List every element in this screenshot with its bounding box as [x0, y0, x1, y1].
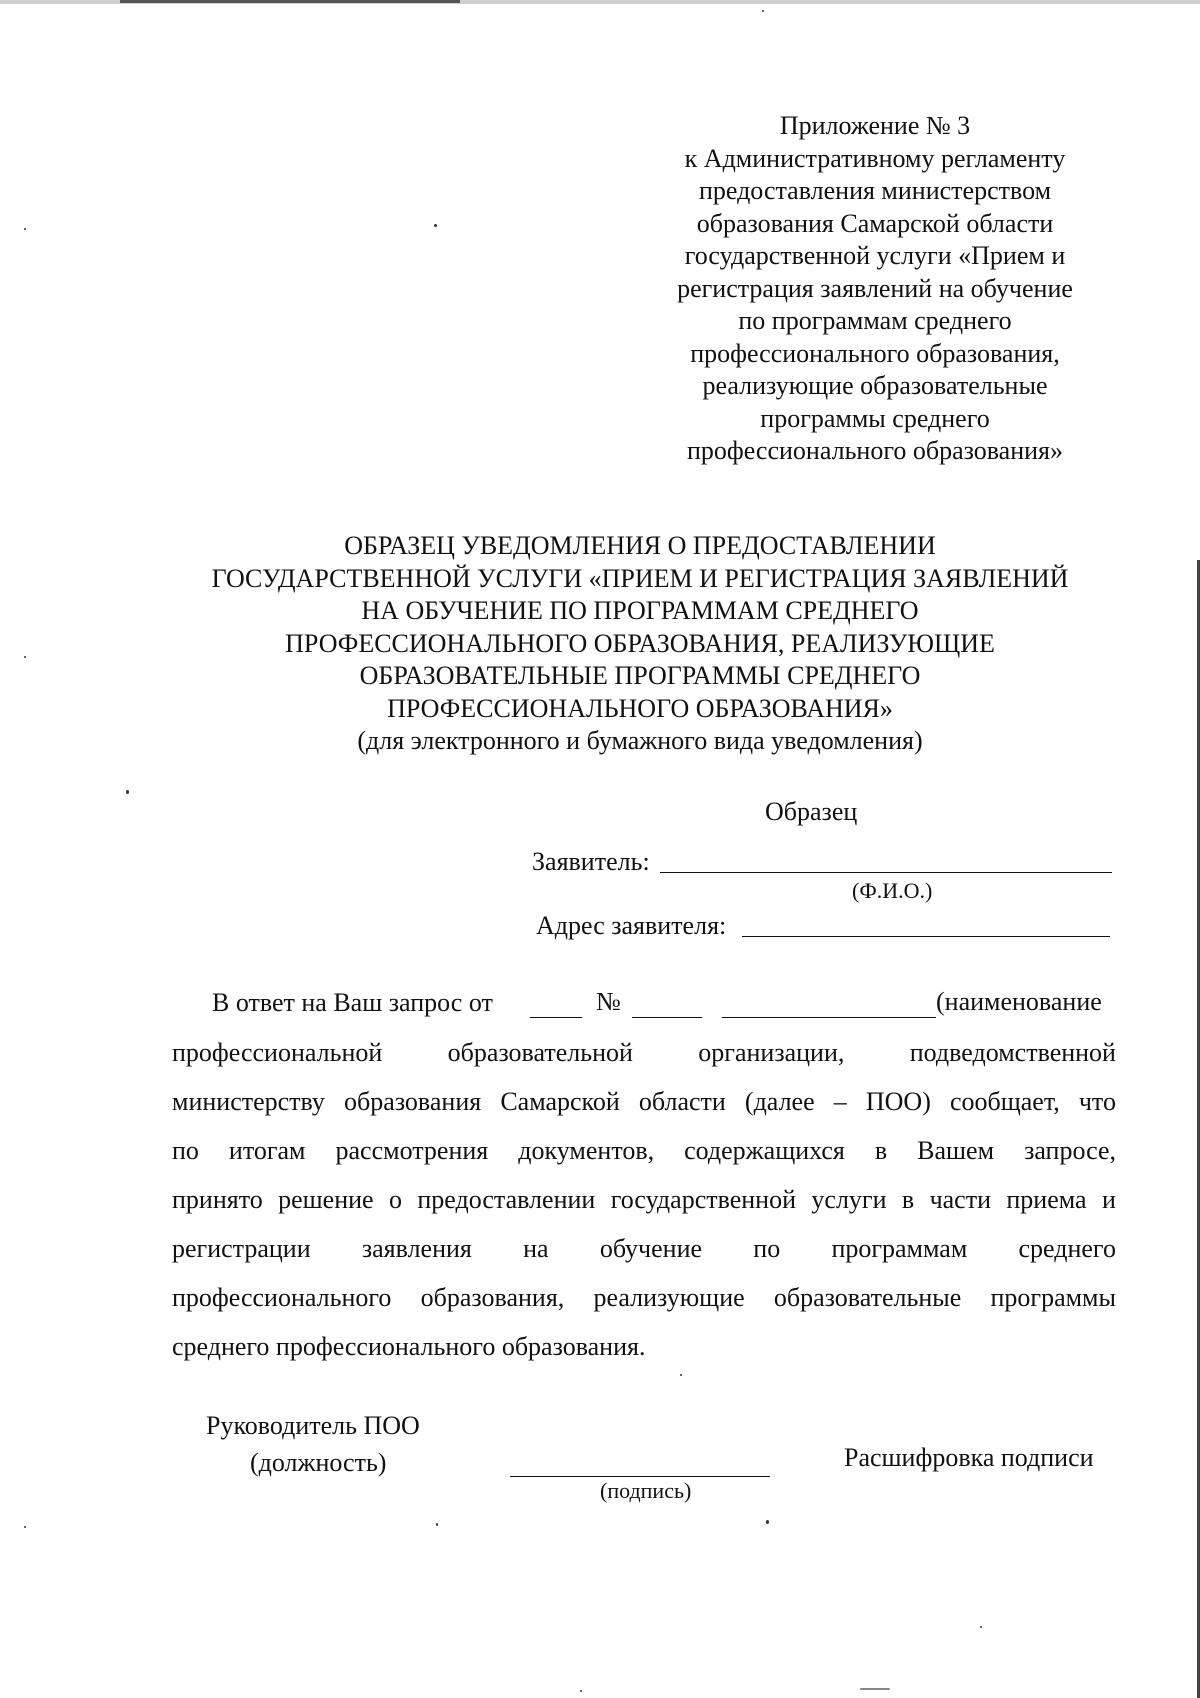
body-request-suffix: (наименование — [936, 987, 1102, 1016]
word: части — [929, 1185, 991, 1214]
document-title — [130, 530, 1150, 758]
word: принято — [172, 1185, 263, 1214]
body-line — [172, 1126, 1116, 1175]
word: итогам — [228, 1136, 306, 1165]
signature-caption: (подпись) — [600, 1478, 692, 1503]
organization-name-field[interactable] — [722, 1017, 936, 1018]
word: в — [874, 1136, 888, 1165]
word: среднего — [1018, 1234, 1116, 1263]
scan-speck — [126, 790, 129, 794]
title-line: ОБРАЗЕЦ УВЕДОМЛЕНИЯ О ПРЕДОСТАВЛЕНИИ — [344, 531, 936, 560]
scan-speck — [434, 224, 437, 227]
word: регистрации — [172, 1234, 311, 1263]
appendix-line: предоставления министерством — [698, 176, 1052, 205]
head-label: Руководитель ПОО — [206, 1411, 420, 1440]
word: образовательной — [447, 1038, 633, 1067]
word: образования, — [420, 1283, 565, 1312]
appendix-line: программы среднего — [760, 403, 990, 433]
word: реализующие — [593, 1283, 745, 1312]
appendix-line: реализующие образовательные — [702, 371, 1048, 400]
word: и — [1101, 1185, 1116, 1214]
title-line: ОБРАЗОВАТЕЛЬНЫЕ ПРОГРАММЫ СРЕДНЕГО — [359, 661, 921, 690]
word: запросе, — [1024, 1136, 1116, 1165]
word: (далее — [744, 1087, 815, 1116]
title-subtitle: (для электронного и бумажного вида уведомления) — [357, 726, 923, 755]
word: сообщает, — [949, 1087, 1060, 1116]
word: в — [901, 1185, 915, 1214]
word: предоставлении — [417, 1185, 596, 1214]
word: Вашем — [917, 1136, 995, 1165]
word: содержащихся — [684, 1136, 845, 1165]
word: по — [753, 1234, 781, 1263]
word: профессионального — [172, 1283, 392, 1312]
applicant-fio-caption: (Ф.И.О.) — [852, 878, 933, 903]
scan-speck — [580, 1690, 582, 1692]
word: заявления — [361, 1234, 472, 1263]
word: министерству — [172, 1087, 325, 1116]
position-label: (должность) — [250, 1448, 387, 1477]
word: на — [523, 1234, 549, 1263]
title-line: НА ОБУЧЕНИЕ ПО ПРОГРАММАМ СРЕДНЕГО — [361, 596, 919, 625]
word: программы — [990, 1283, 1116, 1312]
word: образования — [344, 1087, 482, 1116]
body-paragraph — [172, 1028, 1116, 1371]
applicant-address-label: Адрес заявителя: — [536, 911, 727, 940]
body-last-line-text: среднего профессионального образования. — [172, 1332, 646, 1361]
word: образовательные — [773, 1283, 962, 1312]
scan-speck — [860, 1688, 890, 1690]
body-line-last — [172, 1322, 1116, 1371]
word: услуги — [811, 1185, 887, 1214]
word: рассмотрения — [335, 1136, 489, 1165]
scan-speck — [980, 1626, 982, 1628]
appendix-line: профессионального образования» — [686, 436, 1064, 465]
sample-label: Образец — [765, 797, 858, 826]
word: приема — [1006, 1185, 1087, 1214]
scan-speck — [766, 1520, 769, 1524]
word: документов, — [518, 1136, 655, 1165]
word: области — [638, 1087, 726, 1116]
title-line: ГОСУДАРСТВЕННОЙ УСЛУГИ «ПРИЕМ И РЕГИСТРАЦИЯ ЗАЯВЛЕНИЙ — [211, 563, 1069, 593]
number-sign: № — [596, 987, 621, 1016]
word: – — [833, 1087, 847, 1116]
appendix-line: по программам среднего — [738, 306, 1012, 335]
applicant-address-field[interactable] — [742, 936, 1110, 937]
signature-field[interactable] — [510, 1476, 770, 1477]
body-line — [172, 1077, 1116, 1126]
appendix-line: профессионального образования, — [690, 338, 1060, 368]
appendix-line: к Административному регламенту — [684, 143, 1066, 173]
applicant-label: Заявитель: — [532, 847, 650, 876]
applicant-name-field[interactable] — [660, 872, 1112, 873]
body-line — [172, 1224, 1116, 1273]
body-line — [172, 1175, 1116, 1224]
body-line — [172, 1028, 1116, 1077]
scan-speck — [24, 228, 26, 230]
title-line: ПРОФЕССИОНАЛЬНОГО ОБРАЗОВАНИЯ, РЕАЛИЗУЮЩИЕ — [285, 628, 995, 658]
word: подведомственной — [909, 1038, 1116, 1067]
scan-speck — [436, 1523, 438, 1526]
word: государственной — [610, 1185, 797, 1214]
appendix-line: Приложение № 3 — [779, 111, 971, 140]
body-request-prefix: В ответ на Ваш запрос от — [212, 988, 493, 1017]
body-line — [172, 1273, 1116, 1322]
request-date-field[interactable] — [530, 1017, 582, 1018]
scan-speck — [24, 656, 26, 658]
scan-speck — [680, 1374, 682, 1376]
word: ПОО) — [865, 1087, 931, 1116]
word: Самарской — [500, 1087, 620, 1116]
appendix-line: государственной услуги «Прием и — [684, 241, 1066, 270]
scan-speck — [24, 1526, 26, 1528]
signature-decoding-label: Расшифровка подписи — [844, 1443, 1094, 1472]
word: о — [388, 1185, 402, 1214]
appendix-line: образования Самарской области — [696, 208, 1054, 238]
word: программам — [831, 1234, 968, 1263]
appendix-header — [640, 110, 1110, 468]
appendix-line: регистрация заявлений на обучение — [677, 273, 1073, 303]
title-line: ПРОФЕССИОНАЛЬНОГО ОБРАЗОВАНИЯ» — [387, 693, 893, 723]
word: решение — [278, 1185, 374, 1214]
word: что — [1078, 1087, 1116, 1116]
word: профессиональной — [172, 1038, 383, 1067]
scan-speck — [762, 10, 764, 12]
word: организации, — [698, 1038, 845, 1067]
word: по — [172, 1136, 199, 1165]
word: обучение — [599, 1234, 703, 1263]
request-number-field[interactable] — [632, 1017, 702, 1018]
scan-border-top-dark — [120, 0, 460, 3]
